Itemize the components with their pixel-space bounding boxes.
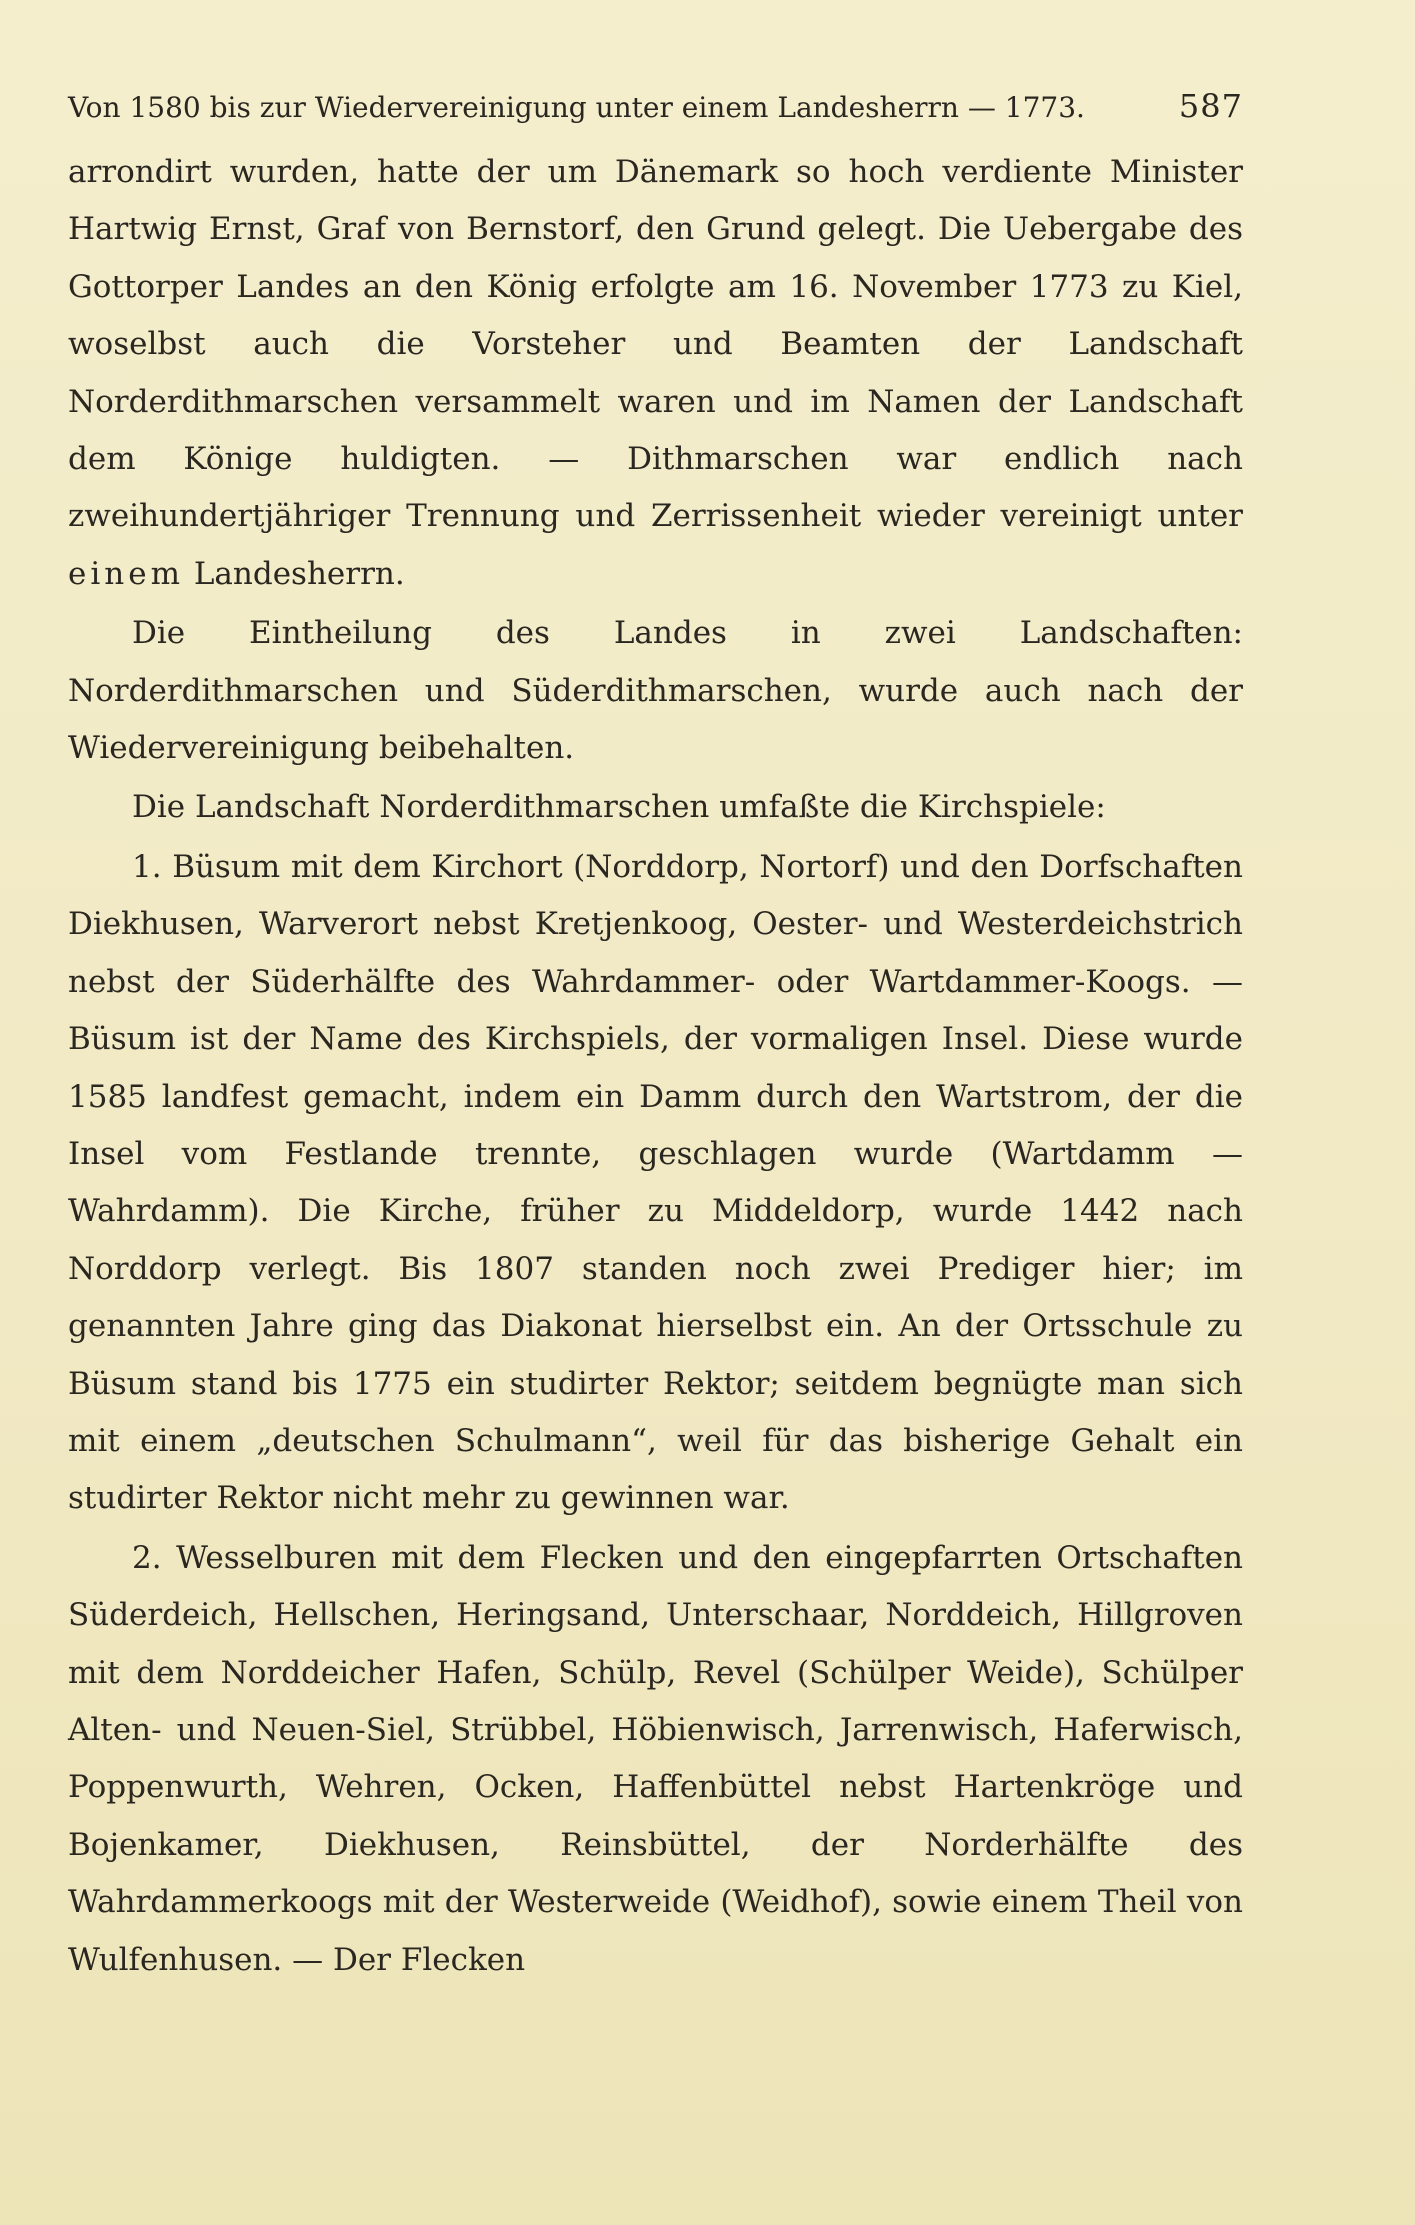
body-text bbox=[68, 144, 1243, 1989]
running-head-title: Von 1580 bis zur Wiedervereinigung unter einem Landesherrn — 1773. bbox=[68, 91, 1085, 124]
page-number: 587 bbox=[1178, 87, 1243, 125]
paragraph-3: Die Landschaft Norderdithmarschen umfaßte die Kirchspiele: bbox=[132, 789, 1106, 826]
running-head bbox=[68, 86, 1243, 126]
paragraph-1-text: arrondirt wurden, hatte der um Dänemark so hoch verdiente Minister Hartwig Ernst, Graf von Bernstorf, den Grund gelegt. Die Uebergabe des Gottorper Landes an den König erfolgte am 16. November 1773 zu Kiel, woselbst auch die Vorsteher und Beamten der Landschaft Norderdithmarschen versammelt waren und im Namen der Landschaft dem Könige huldigten. — Dithmarschen war endlich nach zweihundertjähriger Trennung und Zerrissenheit wieder vereinigt unter bbox=[68, 154, 1243, 535]
paragraph-1 bbox=[68, 144, 1243, 603]
paragraph-kirchspiel-wesselburen: 2. Wesselburen mit dem Flecken und den eingepfarrten Ortschaften Süderdeich, Hellschen, Heringsand, Unterschaar, Norddeich, Hillgroven mit dem Norddeicher Hafen, Schülp, Revel (Schülper Weide), Schülper Alten- und Neuen-Siel, Strübbel, Höbienwisch, Jarrenwisch, Haferwisch, Poppenwurth, Wehren, Ocken, Haffenbüttel nebst Hartenkröge und Bojenkamer, Diekhusen, Reinsbüttel, der Norderhälfte des Wahrdammerkoogs mit der Westerweide (Weidhof), sowie einem Theil von Wulfenhusen. — Der Flecken bbox=[68, 1539, 1243, 1978]
paragraph-1-end: Landesherrn. bbox=[193, 555, 405, 592]
paragraph-2: Die Eintheilung des Landes in zwei Landschaften: Norderdithmarschen und Süderdithmarschen, wurde auch nach der Wiedervereinigung beibehalten. bbox=[68, 615, 1243, 767]
emphasized-word: einem bbox=[68, 555, 184, 592]
paragraph-kirchspiel-buesum: 1. Büsum mit dem Kirchort (Norddorp, Nortorf) und den Dorfschaften Diekhusen, Warverort nebst Kretjenkoog, Oester- und Westerdeichstrich nebst der Süderhälfte des Wahrdammer- oder Wartdammer-Koogs. — Büsum ist der Name des Kirchspiels, der vormaligen Insel. Diese wurde 1585 landfest gemacht, indem ein Damm durch den Wartstrom, der die Insel vom Festlande trennte, geschlagen wurde (Wartdamm — Wahrdamm). Die Kirche, früher zu Middeldorp, wurde 1442 nach Norddorp verlegt. Bis 1807 standen noch zwei Prediger hier; im genannten Jahre ging das Diakonat hierselbst ein. An der Ortsschule zu Büsum stand bis 1775 ein studirter Rektor; seitdem begnügte man sich mit einem „deutschen Schulmann“, weil für das bisherige Gehalt ein studirter Rektor nicht mehr zu gewinnen war. bbox=[68, 848, 1243, 1517]
